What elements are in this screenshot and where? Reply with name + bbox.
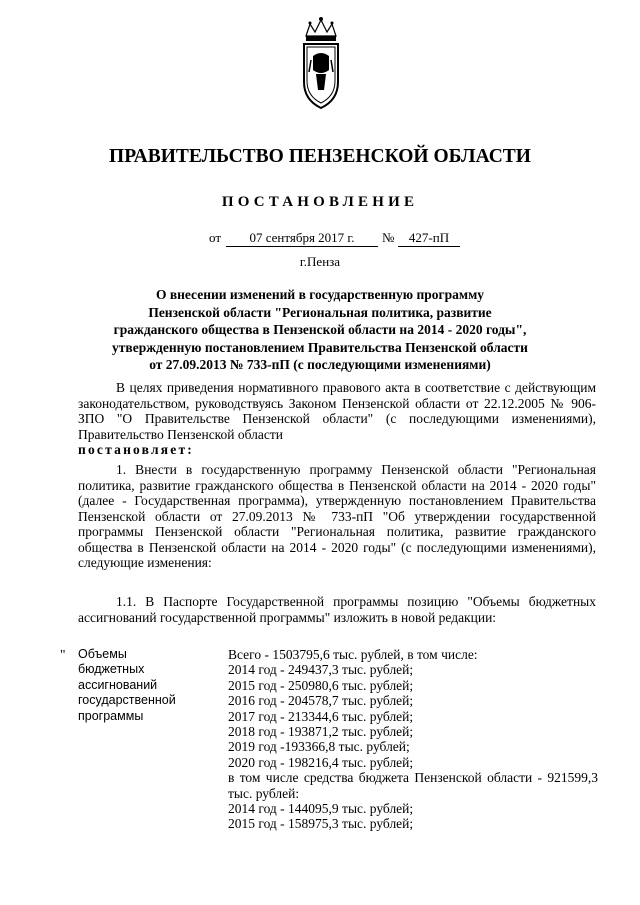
date-prefix: от <box>209 230 222 245</box>
label-line: государственной <box>78 693 176 708</box>
label-line: программы <box>78 708 144 723</box>
table-value-cell <box>228 647 598 832</box>
city-name: г.Пенза <box>299 254 341 269</box>
value-line: в том числе средства бюджета Пензенской области - 921599,3 тыс. рублей: <box>228 770 598 801</box>
subject-line: утвержденную постановлением Правительства Пензенской области <box>112 339 528 355</box>
government-title: ПРАВИТЕЛЬСТВО ПЕНЗЕНСКОЙ ОБЛАСТИ <box>109 146 531 167</box>
value-line: 2014 год - 144095,9 тыс. рублей; <box>228 801 414 817</box>
value-line: 2014 год - 249437,3 тыс. рублей; <box>228 662 414 678</box>
document-number: 427-пП <box>398 230 460 247</box>
value-line: 2015 год - 250980,6 тыс. рублей; <box>228 677 414 693</box>
table-label-cell <box>78 647 208 724</box>
clause-1-1-paragraph: 1.1. В Паспорте Государственной программы позицию "Объемы бюджетных ассигнований государственной программы" изложить в новой редакции: <box>78 594 596 625</box>
quote-mark: " <box>60 647 66 662</box>
label-line: бюджетных <box>78 662 145 677</box>
preamble-text: В целях приведения нормативного правового акта в соответствие с действующим законодательством, руководствуясь Законом Пензенской области от 22.12.2005 № 906-ЗПО "О Правительстве Пензенской области" (с последующими изменениями), Правительство Пензенской области <box>78 380 596 442</box>
number-prefix: № <box>382 230 395 245</box>
value-line: 2017 год - 213344,6 тыс. рублей; <box>228 708 414 724</box>
document-subject <box>80 286 560 374</box>
value-line: 2019 год -193366,8 тыс. рублей; <box>228 739 410 755</box>
subject-line: гражданского общества в Пензенской области на 2014 - 2020 годы", <box>113 322 527 337</box>
document-type: ПОСТАНОВЛЕНИЕ <box>221 194 419 210</box>
subject-line: от 27.09.2013 № 733-пП (с последующими изменениями) <box>149 357 491 372</box>
value-line: 2020 год - 198216,4 тыс. рублей; <box>228 754 414 770</box>
document-date: 07 сентября 2017 г. <box>226 230 378 247</box>
subject-line: Пензенской области "Региональная политика, развитие <box>148 304 492 320</box>
decree-word: постановляет: <box>78 442 194 457</box>
value-line: 2018 год - 193871,2 тыс. рублей; <box>228 724 414 740</box>
coat-of-arms-icon <box>298 14 344 114</box>
label-line: ассигнований <box>78 677 158 692</box>
label-line: Объемы <box>78 647 127 661</box>
value-line: 2016 год - 204578,7 тыс. рублей; <box>228 693 414 709</box>
value-line: Всего - 1503795,6 тыс. рублей, в том числе: <box>228 647 478 662</box>
clause-1-paragraph: 1. Внести в государственную программу Пензенской области "Региональная политика, развитие гражданского общества в Пензенской области на 2014 - 2020 годы" (далее - Государственная программа), утвержденную постановлением Правительства Пензенской области от 27.09.2013 № 733-пП "Об утверждении государственной программы Пензенской области "Региональная политика, развитие гражданского общества в Пензенской области на 2014 - 2020 годы" (с последующими изменениями), следующие изменения: <box>78 462 596 570</box>
value-line: 2015 год - 158975,3 тыс. рублей; <box>228 816 414 832</box>
subject-line: О внесении изменений в государственную программу <box>155 287 485 302</box>
preamble-paragraph <box>78 380 596 458</box>
